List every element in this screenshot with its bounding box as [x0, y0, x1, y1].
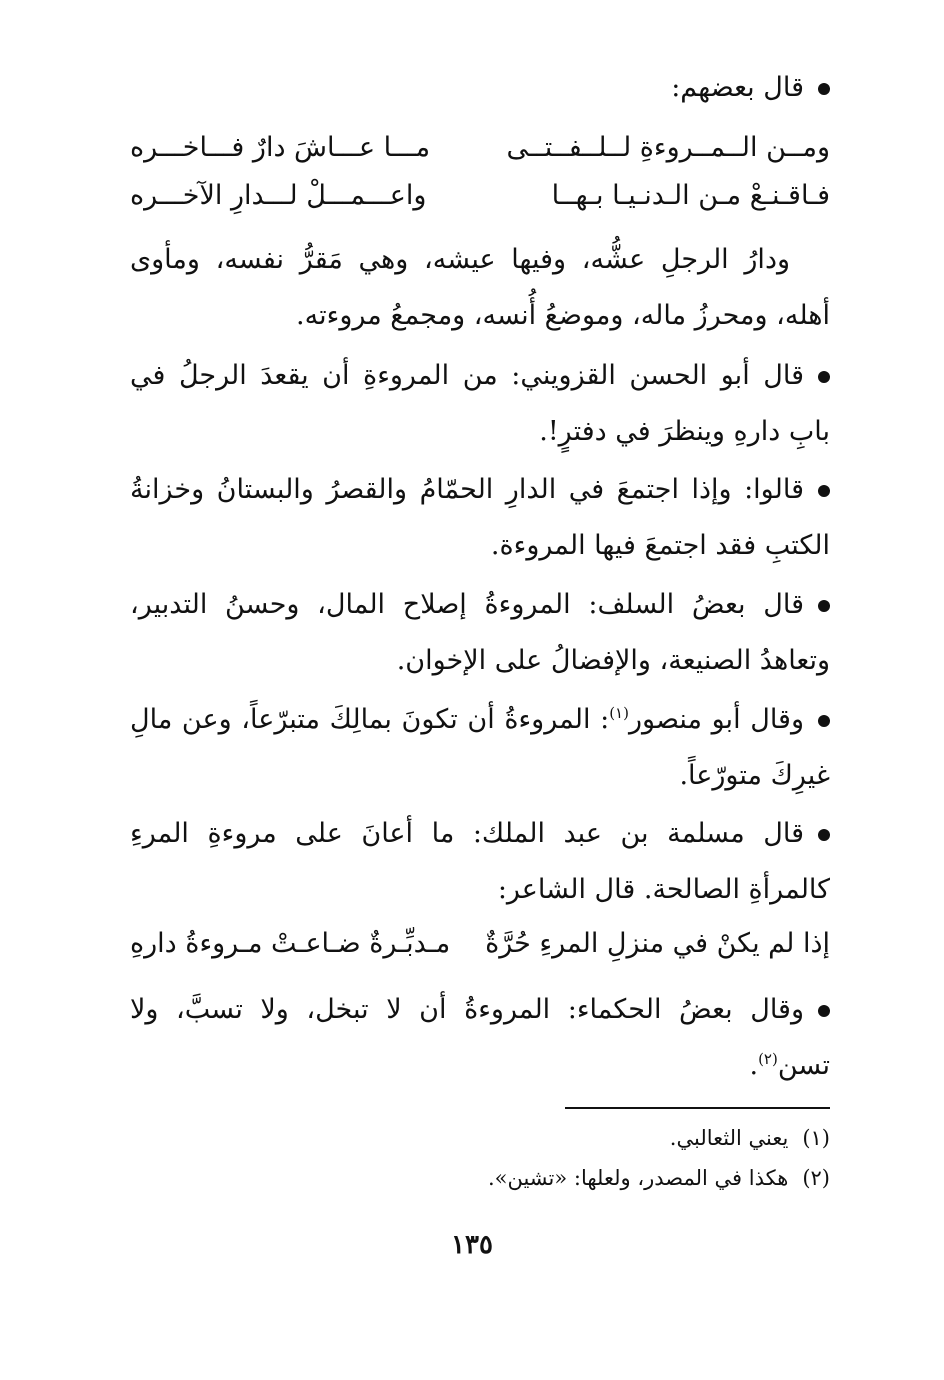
paragraph-salaf: [130, 577, 830, 689]
footnote-text: هكذا في المصدر، ولعلها: «تشين».: [487, 1166, 789, 1190]
bullet-icon: [818, 371, 830, 383]
paragraph-text: قال أبو الحسن القزويني: من المروءةِ أن يقعدَ الرجلُ في بابِ دارهِ وينظرَ في دفترٍ!.: [130, 360, 830, 447]
footnote-2: [488, 1163, 830, 1193]
paragraph-qazwini: [130, 348, 830, 460]
bullet-icon: [818, 83, 830, 95]
paragraph-home: [130, 232, 830, 344]
paragraph-text: ودارُ الرجلِ عشُّه، وفيها عيشه، وهي مَقرُّ نفسه، ومأوى أهله، ومحرزُ ماله، وموضعُ أُنسه، ومجمعُ مروءته.: [130, 244, 830, 331]
hemistich-right: ومــن الــمــروءةِ لــلــفــتــى: [506, 132, 830, 163]
footnote-number: (٢): [802, 1166, 830, 1190]
footnote-text: يعني الثعالبي.: [669, 1126, 789, 1150]
paragraph-text: : المروءةُ أن تكونَ بمالِكَ متبرّعاً، وعن مالِ غيرِكَ متورّعاً.: [130, 704, 830, 791]
footnote-ref-2[interactable]: (٢): [758, 1050, 778, 1068]
bullet-icon: [818, 1005, 830, 1017]
paragraph-text: وقال أبو منصور: [628, 704, 804, 735]
poem1-verse-2: [130, 172, 830, 220]
poem1-verse-1: [130, 124, 830, 172]
paragraph-text: .: [749, 1050, 759, 1081]
paragraph-text: قال بعضُ السلف: المروءةُ إصلاح المال، وحسنُ التدبير، وتعاهدُ الصنيعة، والإفضالُ على الإخوان.: [130, 589, 830, 676]
footnote-number: (١): [802, 1126, 830, 1150]
bullet-icon: [818, 715, 830, 727]
hemistich-left: واعـــمـــلْ لـــدارِ الآخـــره: [130, 180, 427, 211]
bullet-icon: [818, 600, 830, 612]
paragraph-text: قال مسلمة بن عبد الملك: ما أعانَ على مروءةِ المرءِ كالمرأةِ الصالحة. قال الشاعر:: [130, 818, 830, 905]
footnote-ref-1[interactable]: (١): [609, 704, 629, 722]
hemistich-left: مـدبِّـرةٌ ضـاعـتْ مـروءةُ دارهِ: [130, 928, 451, 959]
footnote-1: [670, 1123, 830, 1153]
intro-line: [130, 60, 830, 116]
paragraph-text: وقال بعضُ الحكماء: المروءةُ أن لا تبخل، ولا تسبَّ، ولا تسن: [130, 994, 830, 1081]
intro-text: قال بعضهم:: [671, 72, 804, 103]
bullet-icon: [818, 829, 830, 841]
paragraph-abu-mansur: [130, 692, 830, 804]
page-number: ١٣٥: [451, 1230, 493, 1260]
bullet-icon: [818, 485, 830, 497]
poem2-verse: [130, 920, 830, 968]
hemistich-right: فـاقـنـعْ مـن الـدنـيـا بـهــا: [551, 180, 830, 211]
hemistich-left: مـــا عـــاشَ دارٌ فـــاخـــره: [130, 132, 431, 163]
paragraph-maslama: [130, 806, 830, 918]
hemistich-right: إذا لم يكنْ في منزلِ المرءِ حُرَّةٌ: [485, 928, 830, 959]
paragraph-hukama: [130, 982, 830, 1094]
paragraph-text: قالوا: وإذا اجتمعَ في الدارِ الحمّامُ والقصرُ والبستانُ وخزانةُ الكتبِ فقد اجتمعَ فيها المروءة.: [130, 474, 830, 561]
footnote-divider: [565, 1107, 830, 1109]
paragraph-qalu: [130, 462, 830, 574]
